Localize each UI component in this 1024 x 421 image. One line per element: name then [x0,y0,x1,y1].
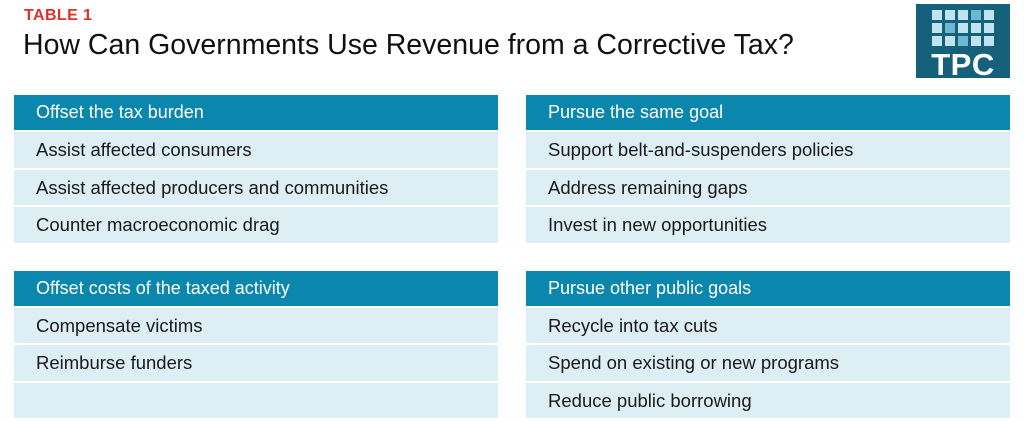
panel-row: Address remaining gaps [526,168,1010,206]
panel-row: Reimburse funders [14,343,498,381]
logo-tile [945,10,955,20]
panel-pursue-the-same-goal [526,95,1010,243]
logo-tile [958,36,968,46]
panel-heading: Offset the tax burden [14,95,498,130]
logo-tile [958,10,968,20]
logo-wordmark: TPC [931,47,995,82]
logo-tile [945,23,955,33]
panel-offset-the-tax-burden [14,95,498,243]
panel-heading: Pursue the same goal [526,95,1010,130]
logo-tile [971,23,981,33]
tpc-logo [916,4,1010,82]
panel-row: Spend on existing or new programs [526,343,1010,381]
panel-row: Assist affected producers and communities [14,168,498,206]
panel-grid [14,95,1010,418]
logo-tile [971,10,981,20]
logo-tile [984,36,994,46]
logo-tile [984,10,994,20]
panel-offset-costs-of-the-taxed-activity [14,271,498,419]
panel-row: Counter macroeconomic drag [14,205,498,243]
panel-row: Reduce public borrowing [526,381,1010,419]
logo-tile-grid [932,10,994,46]
logo-tile [945,36,955,46]
logo-tile [971,36,981,46]
logo-tile [932,23,942,33]
page-title: How Can Governments Use Revenue from a Corrective Tax? [23,29,794,61]
logo-tile [932,10,942,20]
figure-header [22,6,902,62]
panel-row: Support belt-and-suspenders policies [526,130,1010,168]
panel-row: Assist affected consumers [14,130,498,168]
logo-tile [958,23,968,33]
table-number-label: TABLE 1 [24,7,93,24]
panel-row: Invest in new opportunities [526,205,1010,243]
logo-tile [932,36,942,46]
panel-row-empty [14,381,498,419]
panel-row: Compensate victims [14,306,498,344]
panel-pursue-other-public-goals [526,271,1010,419]
panel-row: Recycle into tax cuts [526,306,1010,344]
logo-tile [984,23,994,33]
panel-heading: Pursue other public goals [526,271,1010,306]
panel-heading: Offset costs of the taxed activity [14,271,498,306]
